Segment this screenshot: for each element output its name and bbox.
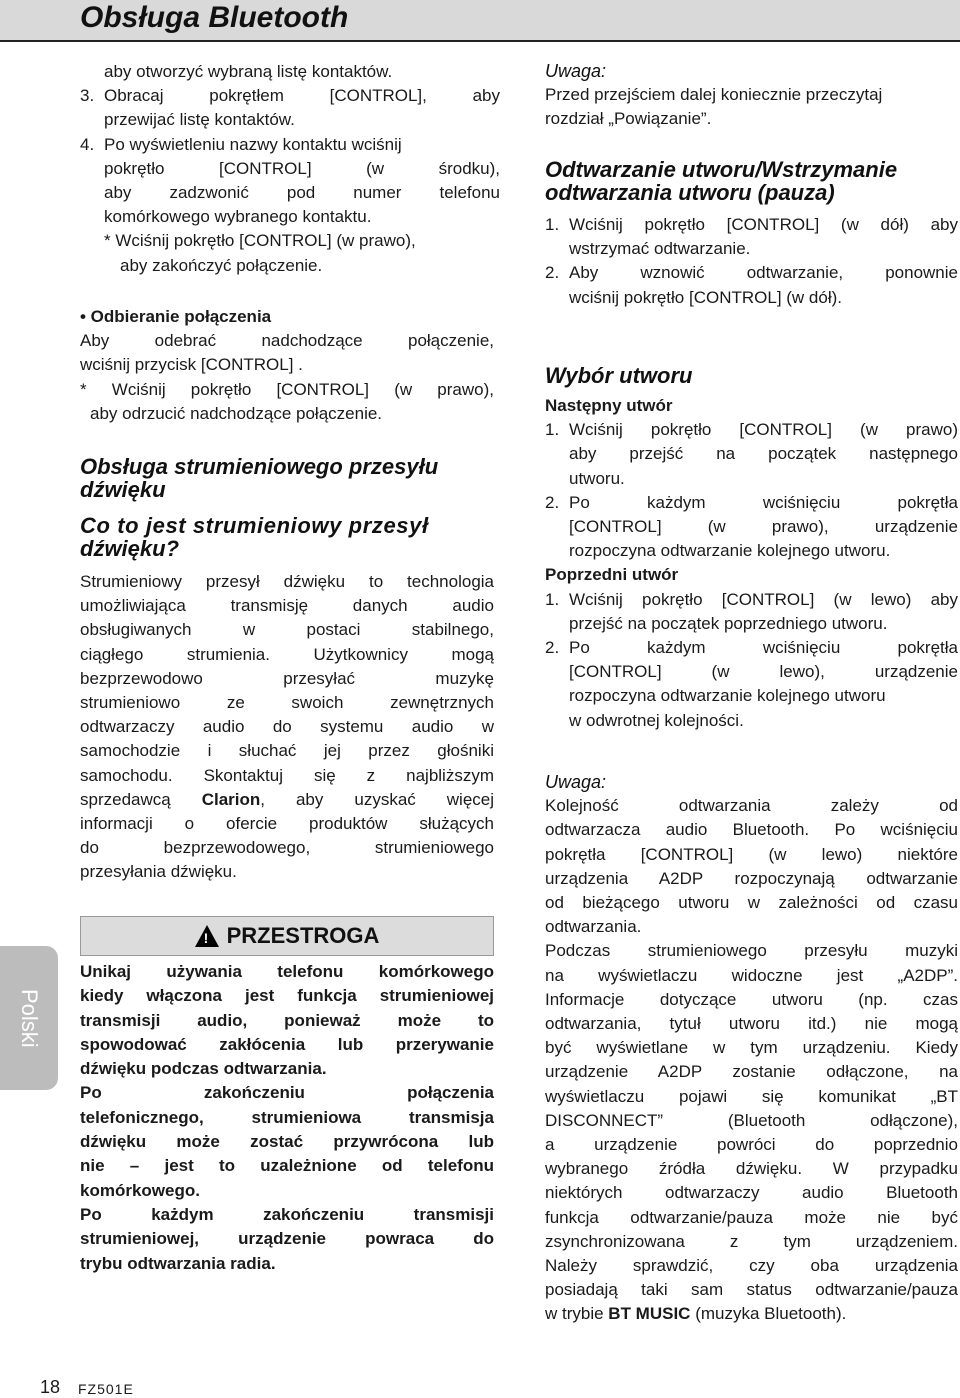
- prev-step-1: [545, 588, 958, 636]
- page-number: 18: [40, 1377, 61, 1397]
- note-2-line: odtwarzania, tytuł utworu itd.) nie mogą: [545, 1014, 958, 1034]
- what-line: samochodu. Skontaktuj się z najbliższym: [80, 765, 494, 785]
- playback-heading-line-1: Odtwarzanie utworu/Wstrzymanie: [545, 157, 898, 182]
- warning-banner: [80, 916, 494, 956]
- step-4-line-3: aby zadzwonić pod numer telefonu: [104, 183, 500, 203]
- prev-step-1-line-2: przejść na początek poprzedniego utworu.: [569, 613, 888, 633]
- next-step-1-line-1: Wciśnij pokrętło [CONTROL] (w prawo): [569, 420, 958, 440]
- track-select-heading: Wybór utworu: [545, 363, 693, 388]
- warning-line: Po każdym zakończeniu transmisji: [80, 1204, 494, 1224]
- note-2-line: zsynchronizowana z tym urządzeniem.: [545, 1231, 958, 1251]
- what-line: ciągłego strumienia. Użytkownicy mogą: [80, 644, 494, 664]
- what-is-streaming-heading: [80, 514, 500, 560]
- cont-line: aby otworzyć wybraną listę kontaktów.: [104, 62, 393, 81]
- answer-call-line-1: Aby odebrać nadchodzące połączenie,: [80, 331, 494, 351]
- next-step-2-line-2: [CONTROL] (w prawo), urządzenie: [569, 517, 958, 537]
- step-3: [80, 84, 500, 132]
- bt-music-label: BT MUSIC: [608, 1304, 691, 1324]
- note-1-line-1: Przed przejściem dalej koniecznie przeczytaj: [545, 85, 883, 105]
- language-tab-label: Polski: [17, 988, 42, 1048]
- warning-line: dźwięku może zostać przywrócona lub: [80, 1132, 494, 1152]
- what-line: bezprzewodowo przesyłać muzykę: [80, 668, 494, 688]
- playback-step-2: [545, 261, 958, 309]
- step-4: [80, 133, 500, 278]
- warning-line: Po zakończeniu połączenia: [80, 1083, 494, 1103]
- note-2-line: Podczas strumieniowego przesyłu muzyki: [545, 941, 958, 961]
- prev-track-heading: Poprzedni utwór: [545, 565, 679, 585]
- note-1-line-2: rozdział „Powiązanie”.: [545, 109, 712, 129]
- note-2-line: Informacje dotyczące utworu (np. czas: [545, 989, 958, 1009]
- note-2: [545, 770, 958, 1327]
- prev-step-2-line-2: [CONTROL] (w lewo), urządzenie: [569, 662, 958, 682]
- page-title: Obsługa Bluetooth: [80, 1, 349, 34]
- warning-line: nie – jest to uzależnione od telefonu: [80, 1156, 494, 1176]
- prev-step-1-num: 1.: [545, 589, 560, 609]
- playback-steps: [545, 213, 958, 310]
- note-2-line: pokrętła [CONTROL] (w lewo) niektóre: [545, 844, 958, 864]
- next-step-1-line-2: aby przejść na początek następnego: [569, 444, 958, 464]
- prev-step-2-line-1: Po każdym wciśnięciu pokrętła: [569, 638, 958, 658]
- note-2-line: niektórych odtwarzaczy audio Bluetooth: [545, 1183, 958, 1203]
- what-line: strumieniowo ze swoich zewnętrznych: [80, 693, 494, 713]
- step-4-num: 4.: [80, 134, 95, 154]
- what-line: przesyłania dźwięku.: [80, 862, 237, 882]
- note-2-line: Kolejność odtwarzania zależy od: [545, 796, 958, 816]
- playback-step-1: [545, 213, 958, 261]
- note-2-line: Należy sprawdzić, czy oba urządzenia: [545, 1256, 958, 1276]
- warning-line: Unikaj używania telefonu komórkowego: [80, 962, 494, 981]
- brand-name: Clarion: [201, 789, 261, 809]
- note-2-line: urządzenie A2DP zostanie odłączone, na: [545, 1062, 958, 1082]
- what-is-streaming-body: [80, 570, 494, 885]
- note-2-line: a urządzenie powróci do poprzednio: [545, 1135, 958, 1155]
- next-step-2: [545, 491, 958, 564]
- note-2-line: odtwarzania.: [545, 917, 642, 937]
- answer-call-section: [80, 305, 494, 426]
- prev-step-2-line-3: rozpoczyna odtwarzanie kolejnego utworu: [569, 686, 886, 706]
- step-4-line-1: Po wyświetleniu nazwy kontaktu wciśnij: [104, 134, 402, 154]
- what-line: [80, 788, 494, 812]
- note-2-line: wybranego źródła dźwięku. W przypadku: [545, 1159, 958, 1179]
- model-name: FZ501E: [78, 1381, 134, 1397]
- playback-step-1-line-2: wstrzymać odtwarzanie.: [569, 239, 751, 259]
- step-4-note-2: aby zakończyć połączenie.: [120, 255, 323, 275]
- next-step-1-line-3: utworu.: [569, 468, 625, 488]
- note-2-line: urządzenia A2DP rozpoczynają odtwarzanie: [545, 868, 958, 888]
- warning-line: telefonicznego, strumieniowa transmisja: [80, 1107, 494, 1127]
- warning-line: spowodować zakłócenia lub przerywanie: [80, 1034, 494, 1054]
- next-step-2-line-1: Po każdym wciśnięciu pokrętła: [569, 492, 958, 512]
- next-track-heading: Następny utwór: [545, 396, 673, 415]
- step-3-line-1: Obracaj pokrętłem [CONTROL], aby: [104, 86, 500, 106]
- stream-heading-line-1: Obsługa strumieniowego przesyłu: [80, 454, 439, 479]
- note-2-line: być wyświetlane w tym urządzeniu. Kiedy: [545, 1038, 958, 1058]
- note-2-line: DISCONNECT” (Bluetooth odłączone),: [545, 1110, 958, 1130]
- what-line: samochodzie i słuchać jej przez głośniki: [80, 741, 494, 761]
- answer-call-note-2: aby odrzucić nadchodzące połączenie.: [90, 403, 383, 423]
- language-tab: [0, 946, 58, 1090]
- what-line: do bezprzewodowego, strumieniowego: [80, 838, 494, 858]
- answer-call-heading: • Odbieranie połączenia: [80, 307, 272, 326]
- playback-heading-line-2: odtwarzania utworu (pauza): [545, 180, 835, 205]
- note-2-line-part: w trybie: [545, 1304, 609, 1324]
- what-line: Strumieniowy przesył dźwięku to technologia: [80, 572, 494, 591]
- step-3-line-2: przewijać listę kontaktów.: [104, 110, 295, 130]
- what-line-part: , aby uzyskać więcej: [260, 789, 495, 809]
- playback-step-1-line-1: Wciśnij pokrętło [CONTROL] (w dół) aby: [569, 215, 958, 234]
- answer-call-note-1: * Wciśnij pokrętło [CONTROL] (w prawo),: [80, 379, 494, 399]
- next-step-1-num: 1.: [545, 420, 560, 440]
- step-4-line-2: pokrętło [CONTROL] (w środku),: [104, 158, 500, 178]
- warning-line: trybu odtwarzania radia.: [80, 1253, 276, 1273]
- warning-icon: !: [195, 925, 219, 947]
- warning-text: [80, 960, 494, 1276]
- warning-line: kiedy włączona jest funkcja strumieniowej: [80, 986, 494, 1006]
- what-line: umożliwiająca transmisję danych audio: [80, 596, 494, 616]
- note-2-line: posiadają taki sam status odtwarzanie/pauza: [545, 1280, 958, 1300]
- answer-call-line-2: wciśnij przycisk [CONTROL] .: [80, 355, 303, 375]
- what-line: obsługiwanych w postaci stabilnego,: [80, 620, 494, 640]
- note-2-line: odtwarzacza audio Bluetooth. Po wciśnięciu: [545, 820, 958, 840]
- prev-step-1-line-1: Wciśnij pokrętło [CONTROL] (w lewo) aby: [569, 589, 958, 609]
- step-4-note-1: * Wciśnij pokrętło [CONTROL] (w prawo),: [104, 231, 416, 251]
- what-line: odtwarzaczy audio do systemu audio w: [80, 717, 494, 737]
- prev-step-2: [545, 636, 958, 733]
- warning-line: strumieniowej, urządzenie powraca do: [80, 1229, 494, 1249]
- playback-heading: [545, 158, 960, 204]
- playback-step-1-num: 1.: [545, 215, 560, 234]
- stream-heading-line-2: dźwięku: [80, 477, 166, 502]
- what-line: informacji o ofercie produktów służących: [80, 814, 494, 834]
- playback-step-2-num: 2.: [545, 263, 560, 283]
- stream-section-heading: [80, 455, 500, 501]
- note-1-heading: Uwaga:: [545, 61, 607, 81]
- playback-step-2-line-2: wciśnij pokrętło [CONTROL] (w dół).: [569, 287, 843, 307]
- prev-step-2-num: 2.: [545, 638, 560, 658]
- note-2-line: funkcja odtwarzanie/pauza może nie być: [545, 1207, 958, 1227]
- playback-step-2-line-1: Aby wznowić odtwarzanie, ponownie: [569, 263, 958, 283]
- next-step-2-line-3: rozpoczyna odtwarzanie kolejnego utworu.: [569, 541, 891, 561]
- contacts-steps: [80, 60, 500, 278]
- note-2-line-part: (muzyka Bluetooth).: [690, 1304, 847, 1324]
- what-heading-line-1: Co to jest strumieniowy przesył: [80, 513, 429, 538]
- what-heading-line-2: dźwięku?: [80, 536, 180, 561]
- note-2-line: na wyświetlaczu widoczne jest „A2DP”.: [545, 965, 958, 985]
- warning-line: komórkowego.: [80, 1180, 200, 1200]
- next-step-1: [545, 418, 958, 491]
- prev-step-2-line-4: w odwrotnej kolejności.: [569, 710, 744, 730]
- warning-label: PRZESTROGA: [226, 923, 380, 948]
- warning-line: dźwięku podczas odtwarzania.: [80, 1059, 327, 1079]
- page-header: [0, 0, 960, 42]
- next-step-2-num: 2.: [545, 492, 560, 512]
- note-1: [545, 59, 960, 132]
- note-2-line: [545, 1302, 958, 1326]
- what-line-part: sprzedawcą: [80, 789, 202, 809]
- warning-line: transmisji audio, ponieważ może to: [80, 1010, 494, 1030]
- next-track-section: [545, 394, 958, 733]
- note-2-line: od bieżącego utworu w zależności od czasu: [545, 893, 958, 913]
- step-3-num: 3.: [80, 86, 95, 106]
- note-2-line: wyświetlaczu pojawi się komunikat „BT: [545, 1086, 958, 1106]
- step-4-line-4: komórkowego wybranego kontaktu.: [104, 207, 372, 227]
- note-2-heading: Uwaga:: [545, 772, 607, 792]
